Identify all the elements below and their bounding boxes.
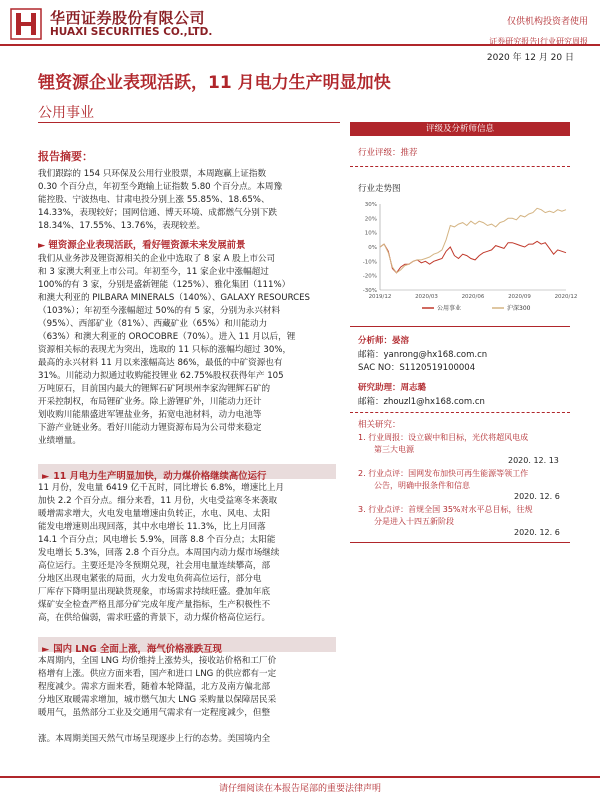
text-line: 厂库存下降明显出现缺货现象，市场需求持续旺盛。叠加年底 [38, 587, 271, 597]
section-body-lng [38, 655, 336, 746]
report-date: 2020 年 12 月 20 日 [486, 53, 574, 63]
text-line: 我们跟踪的 154 只环保及公用行业股票，本周跑赢上证指数 [38, 169, 267, 179]
text-line: 和 3 家澳大利亚上市公司。年初至今，11 家企业中涨幅超过 [38, 267, 269, 277]
text-line: 14.1 个百分点；风电增长 5.9%，回落 8.8 个百分点；太阳能 [38, 535, 276, 545]
industry-rule [38, 122, 340, 123]
bullet-arrow-icon: ► [42, 471, 50, 482]
text-line: 能发电增速则出现回落，其中水电增长 11.3%，比上月回落 [38, 522, 266, 532]
related-item-2[interactable]: 2. 行业点评：国网发布加快可再生能源等领工作 [358, 469, 529, 478]
text-line: 高位运行。主要还是冷冬预期兑现，社会用电量连续攀高，部 [38, 561, 271, 571]
related-item-2-cont: 公告，明确中报条件和信息 [374, 481, 470, 490]
divider [350, 326, 570, 327]
divider [350, 542, 570, 543]
text-line: 100%的有 3 家，分别是盛新锂能（125%）、雅化集团（111%） [38, 280, 291, 290]
related-item-1[interactable]: 1. 行业周报：设立碳中和目标，光伏将超风电成 [358, 433, 529, 442]
section-body-power [38, 482, 336, 625]
related-title: 相关研究： [358, 420, 401, 430]
audience-note: 仅供机构投资者使用 [506, 17, 588, 27]
related-item-3[interactable]: 3. 行业点评：首规全国 35%对水平总目标，往规 [358, 505, 533, 514]
legend-label: 公用事业 [437, 305, 462, 312]
series-line-hs300 [380, 208, 566, 272]
section-heading-power: ► 11 月电力生产明显加快，动力煤价格继续高位运行 [38, 464, 336, 479]
related-item-2-date: 2020. 12. 6 [514, 492, 560, 501]
assistant-email[interactable]: 邮箱：zhouzl1@hx168.com.cn [358, 397, 485, 407]
x-tick-label: 2020/09 [508, 294, 531, 300]
text-line: 31%。川能动力拟通过收购能投锂业 62.75%股权获得年产 105 [38, 371, 284, 381]
text-line: 程度减少。需求方面来看，随着本轮降温，北方及南方偏北部 [38, 682, 271, 692]
report-type: 证券研究报告|行业研究周报 [489, 37, 588, 46]
text-line: 开采控制权，布局锂矿业务。除上游锂矿外，川能动力还计 [38, 397, 262, 407]
related-item-3-cont: 分是进入十四五新阶段 [374, 517, 454, 526]
related-item-3-date: 2020. 12. 6 [514, 528, 560, 537]
industry-name: 公用事业 [38, 105, 94, 121]
text-line: 本周期内，全国 LNG 均价维持上涨势头，接收站价格和工厂价 [38, 656, 277, 666]
company-name-cn: 华西证券股份有限公司 [50, 9, 206, 27]
y-tick-label: 20% [364, 216, 377, 223]
section-heading-lng: ► 国内 LNG 全面上涨，海气价格涨跌互现 [38, 637, 336, 652]
text-line: 最高的永兴材料 11 月以来涨幅高达 86%，最低的中矿资源也有 [38, 358, 283, 368]
text-line: 我们从业务涉及锂资源相关的企业中选取了 8 家 A 股上市公司 [38, 254, 276, 264]
y-tick-label: -10% [362, 259, 377, 266]
summary-heading: 报告摘要： [38, 150, 93, 163]
report-title: 锂资源企业表现活跃，11 月电力生产明显加快 [38, 73, 391, 93]
legal-notice[interactable]: 请仔细阅读在本报告尾部的重要法律声明 [218, 784, 381, 794]
text-line: 11 月份，发电量 6419 亿千瓦时，同比增长 6.8%，增速比上月 [38, 483, 285, 493]
x-tick-label: 2020/03 [415, 294, 438, 300]
text-line: 格增有上涨。供应方面来看，国产和进口 LNG 的供应都有一定 [38, 669, 277, 679]
company-name-en: HUAXI SECURITIES CO.,LTD. [50, 26, 213, 38]
x-tick-label: 2019/12 [368, 294, 392, 300]
text-line: 18.34%、17.55%、13.76%，表现较差。 [38, 221, 206, 231]
section-body-lithium [38, 253, 336, 448]
bullet-arrow-icon: ► [42, 644, 50, 655]
text-line: 高，在供给偏弱，需求旺盛的背景下，动力煤价格高位运行。 [38, 613, 271, 623]
company-logo [10, 8, 42, 40]
text-line: 分地区出现电紧张的局面，火力发电负荷高位运行，部分电 [38, 574, 262, 584]
text-line: 业绩增量。 [38, 436, 81, 446]
text-line: 煤矿安全检查严格且部分矿完成年度产量指标，生产积极性不 [38, 600, 271, 610]
text-line: 14.33%，表现较好；国网信通、博天环境、成都燃气分别下跌 [38, 208, 278, 218]
assistant-name: 研究助理：周志璐 [358, 383, 427, 393]
divider [350, 166, 570, 167]
section-heading-lithium: ► 锂资源企业表现活跃，看好锂资源未来发展前景 [38, 240, 246, 251]
bullet-arrow-icon: ► [38, 240, 46, 251]
text-line: 能控股、宁波热电、甘肃电投分别上涨 55.85%、18.65%、 [38, 195, 270, 205]
footer-rule [0, 776, 600, 778]
series-line-utilities [380, 241, 566, 272]
text-line: 下游产业链业务。看好川能动力锂资源布局为公司带来稳定 [38, 423, 262, 433]
industry-trend-chart [352, 198, 578, 320]
summary-intro [38, 168, 336, 233]
legend-label: 沪深300 [507, 305, 531, 312]
text-line: 万吨原石，目前国内最大的锂辉石矿阿坝州李家沟锂辉石矿的 [38, 384, 271, 394]
text-line: （103%）；年初至今涨幅超过 50%的有 5 家，分别为永兴材料 [38, 306, 281, 316]
text-line: 暖增需求增大，火电发电量增速由负转正，水电、风电、太阳 [38, 509, 271, 519]
text-line: （63%）和澳大利亚的 OROCOBRE（70%）。进入 11 月以后，锂 [38, 332, 296, 342]
text-line: 和澳大利亚的 PILBARA MINERALS（140%）、GALAXY RESOURCES [38, 293, 311, 303]
text-line: 资源相关标的表现尤为突出，选取的 11 只标的涨幅均超过 30%， [38, 345, 292, 355]
analyst-name: 分析师：晏溶 [358, 336, 410, 346]
text-line: 涨。本周期美国天然气市场呈现逐步上行的态势。美国境内全 [38, 734, 271, 744]
related-item-1-cont: 第三大电源 [374, 445, 414, 454]
text-line: 划收购川能鼎盛进军锂盐业务，拓宽电池材料，动力电池等 [38, 410, 262, 420]
y-tick-label: 0% [368, 245, 377, 251]
text-line: （95%）、西部矿业（81%）、西藏矿业（65%）和川能动力 [38, 319, 268, 329]
related-item-1-date: 2020. 12. 13 [508, 456, 559, 465]
y-tick-label: 30% [364, 202, 377, 208]
logo-mark-icon [10, 8, 42, 40]
chart-label: 行业走势图 [358, 184, 401, 194]
text-line: 暖用气，虽然部分工业及交通用气需求有一定程度减少，但整 [38, 708, 271, 718]
text-line: 分地区取暖需求增加，城市燃气加大 LNG 采购量以保障居民采 [38, 695, 277, 705]
industry-rating: 行业评级：推荐 [358, 148, 418, 158]
analyst-sac: SAC NO：S1120519100004 [358, 363, 476, 373]
text-line: 0.30 个百分点，年初至今跑输上证指数 5.80 个百分点。本周豫 [38, 182, 283, 192]
x-tick-label: 2020/12 [554, 294, 578, 300]
text-line: 发电增长 5.3%，回落 2.8 个百分点。本周国内动力煤市场继续 [38, 548, 280, 558]
y-tick-label: -30% [362, 288, 377, 294]
x-tick-label: 2020/06 [461, 294, 485, 300]
y-tick-label: 10% [364, 230, 377, 237]
analyst-email[interactable]: 邮箱：yanrong@hx168.com.cn [358, 350, 488, 360]
divider [350, 412, 570, 413]
text-line [38, 720, 336, 733]
text-line: 加快 2.2 个百分点。细分来看，11 月份，火电受益寒冬来袭取 [38, 496, 278, 506]
rating-header: 评级及分析师信息 [350, 122, 570, 136]
y-tick-label: -20% [362, 273, 377, 280]
